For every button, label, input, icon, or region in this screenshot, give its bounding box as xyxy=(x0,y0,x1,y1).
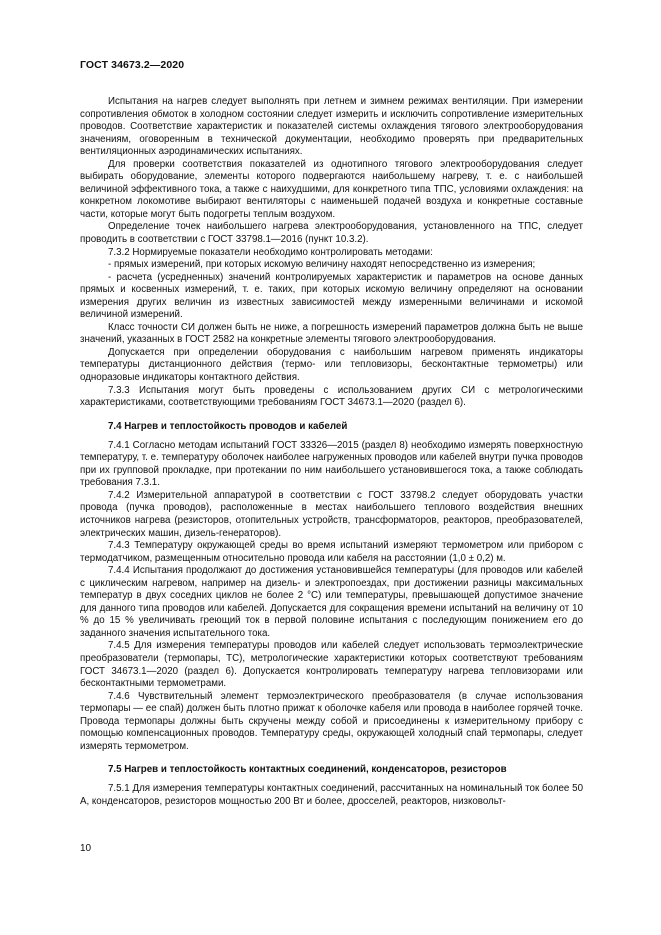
clause-7-4-3: 7.4.3 Температуру окружающей среды во время испытаний измеряют термометром или прибором с термодатчиком, размещенным относительно провода или кабеля на расстоянии (1,0 ± 0,2) м. xyxy=(80,540,583,564)
clause-7-3-3: 7.3.3 Испытания могут быть проведены с использованием других СИ с метрологическими характеристиками, соответствующими требованиям ГОСТ 34673.1—2020 (раздел 6). xyxy=(80,384,583,409)
section-7-5-heading: 7.5 Нагрев и теплостойкость контактных соединений, конденсаторов, резисторов xyxy=(108,764,507,776)
document-header: ГОСТ 34673.2—2020 xyxy=(80,59,185,71)
document-body xyxy=(80,96,583,808)
page-number: 10 xyxy=(80,843,92,854)
paragraph: Для проверки соответствия показателей из однотипного тягового электрооборудования следует выбирать оборудование, элементы которого подвергаются наибольшему нагреву, т. е. с наибольшей величиной эффективного тока, а также с наихудшими, для конкретного типа ТПС, условиями охлаждения: на конкретном локомотиве выбирают вентиляторы с наименьшей подачей воздуха и конкретные составные части, которые могут быть подогреты теплым воздухом. xyxy=(80,158,583,220)
paragraph: Класс точности СИ должен быть не ниже, а погрешность измерений параметров должна быть не выше значений, указанных в ГОСТ 2582 на конкретные элементы тягового электрооборудования. xyxy=(80,321,583,346)
clause-7-3-2: 7.3.2 Нормируемые показатели необходимо контролировать методами: xyxy=(108,246,433,258)
paragraph: Допускается при определении оборудования с наибольшим нагревом применять индикаторы температуры дистанционного действия (термо- или тепловизоры, бесконтактные термометры) или одноразовые индикаторы контактного действия. xyxy=(80,346,583,384)
section-7-4-heading: 7.4 Нагрев и теплостойкость проводов и кабелей xyxy=(108,420,348,432)
clause-7-5-1: 7.5.1 Для измерения температуры контактных соединений, рассчитанных на номинальный ток более 50 А, конденсаторов, резисторов мощностью 200 Вт и более, дросселей, реакторов, низковольт- xyxy=(80,783,583,807)
clause-7-4-4: 7.4.4 Испытания продолжают до достижения установившейся температуры (для проводов или кабелей с циклическим нагревом, например на дизель- и электропоездах, при достижении разницы максимальных температур в двух соседних циклов не более 2 °С) или температуры, превышающей допустимое значение для данного типа проводов или кабелей. Допускается для сокращения времени испытаний на величину от 10 % до 15 % увеличивать греющий ток в первой половине испытания с последующим понижением его до заданного значения испытательного тока. xyxy=(80,565,583,639)
clause-7-4-6: 7.4.6 Чувствительный элемент термоэлектрического преобразователя (в случае использования термопары — ее спай) должен быть плотно прижат к оболочке кабеля или провода в наиболее горячей точке. Провода термопары должны быть скручены между собой и присоединены к измерительному прибору с помощью компенсационных проводов. Температуру среды, окружающей холодный спай термопары, следует измерять термометром. xyxy=(80,690,583,752)
clause-7-4-2: 7.4.2 Измерительной аппаратурой в соответствии с ГОСТ 33798.2 следует оборудовать участки провода (пучка проводов), расположенные в местах наибольшего теплового воздействия внешних источников нагрева (резисторов, отопительных устройств, трансформаторов, реакторов, преобразователей, электрических машин, дизель-генераторов). xyxy=(80,489,583,539)
paragraph: Испытания на нагрев следует выполнять при летнем и зимнем режимах вентиляции. При измерении сопротивления обмоток в холодном состоянии следует измерить и исключить сопротивление измерительных проводов. Соответствие характеристик и показателей системы охлаждения тягового электрооборудования значениям, оговоренным в технической документации, необходимо проверять при предварительных вентиляционных аэродинамических испытаниях. xyxy=(80,96,583,158)
list-item: - прямых измерений, при которых искомую величину находят непосредственно из измерения; xyxy=(108,259,536,271)
paragraph: Определение точек наибольшего нагрева электрооборудования, установленного на ТПС, следует проводить в соответствии с ГОСТ 33798.1—2016 (пункт 10.3.2). xyxy=(80,221,583,246)
clause-7-4-5: 7.4.5 Для измерения температуры проводов или кабелей следует использовать термоэлектрические преобразователи (термопары, ТС), метрологические характеристики которых соответствуют требованиям ГОСТ 34673.1—2020 (раздел 6). Допускается контролировать температуру нагрева тепловизорами или бесконтактными термометрами. xyxy=(80,640,583,690)
clause-7-4-1: 7.4.1 Согласно методам испытаний ГОСТ 33326—2015 (раздел 8) необходимо измерять поверхностную температуру, т. е. температуру оболочек наиболее нагруженных проводов или кабелей внутри пучка проводов при их групповой прокладке, при протекании по ним наибольшего установившегося тока, а также соблюдать требования 7.3.1. xyxy=(80,439,583,489)
list-item: - расчета (усредненных) значений контролируемых характеристик и параметров на основе данных прямых и косвенных измерений, т. е. таких, при которых искомую величину определяют на основании измерения других величин из известных зависимостей между измеренными величинами и искомой величиной измерений. xyxy=(80,271,583,321)
